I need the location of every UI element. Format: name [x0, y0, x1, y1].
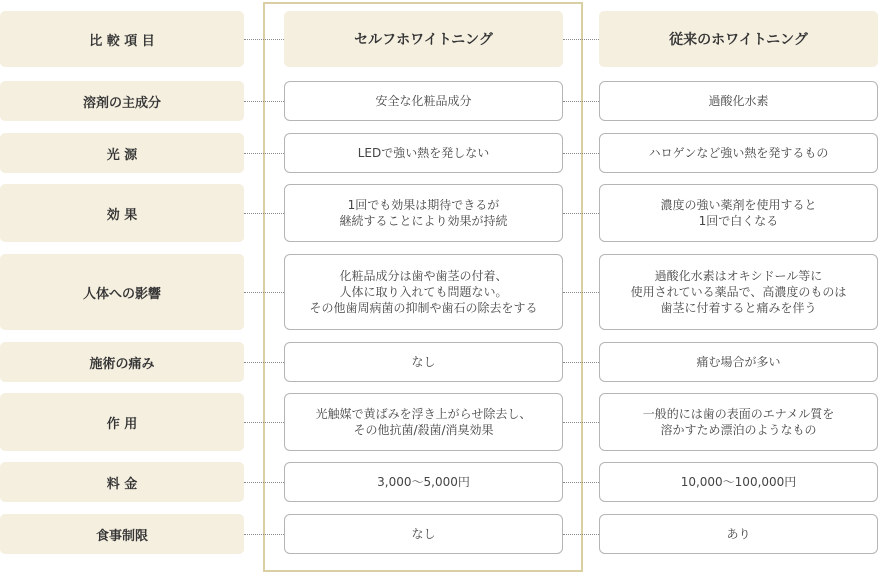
row-label: 人体への影響	[0, 254, 244, 330]
row-label: 施術の痛み	[0, 342, 244, 382]
row-connector	[244, 292, 284, 293]
row-connector	[244, 362, 284, 363]
row-connector	[244, 101, 284, 102]
header-item-label: 比 較 項 目	[0, 11, 244, 67]
row-connector	[563, 39, 599, 40]
conventional-cell: 過酸化水素はオキシドール等に 使用されている薬品で、高濃度のものは 歯茎に付着すると痛みを伴う	[599, 254, 878, 330]
row-connector	[244, 153, 284, 154]
header-self-whitening: セルフホワイトニング	[284, 11, 563, 67]
self-cell: なし	[284, 342, 563, 382]
self-cell: LEDで強い熱を発しない	[284, 133, 563, 173]
row-label: 食事制限	[0, 514, 244, 554]
self-cell: 1回でも効果は期待できるが 継続することにより効果が持続	[284, 184, 563, 242]
conventional-cell: 過酸化水素	[599, 81, 878, 121]
conventional-cell: 一般的には歯の表面のエナメル質を 溶かすため漂泊のようなもの	[599, 393, 878, 451]
row-connector	[563, 213, 599, 214]
row-label: 溶剤の主成分	[0, 81, 244, 121]
conventional-cell: あり	[599, 514, 878, 554]
row-connector	[244, 534, 284, 535]
row-connector	[244, 39, 284, 40]
row-connector	[563, 153, 599, 154]
row-connector	[244, 482, 284, 483]
self-cell: 安全な化粧品成分	[284, 81, 563, 121]
row-label: 作 用	[0, 393, 244, 451]
conventional-cell: 10,000～100,000円	[599, 462, 878, 502]
conventional-cell: 痛む場合が多い	[599, 342, 878, 382]
row-label: 料 金	[0, 462, 244, 502]
conventional-cell: ハロゲンなど強い熱を発するもの	[599, 133, 878, 173]
row-connector	[244, 422, 284, 423]
self-cell: 3,000～5,000円	[284, 462, 563, 502]
row-connector	[563, 292, 599, 293]
row-connector	[563, 422, 599, 423]
row-label: 効 果	[0, 184, 244, 242]
header-conventional-whitening: 従来のホワイトニング	[599, 11, 878, 67]
conventional-cell: 濃度の強い薬剤を使用すると 1回で白くなる	[599, 184, 878, 242]
self-cell: 化粧品成分は歯や歯茎の付着、 人体に取り入れても問題ない。 その他歯周病菌の抑制や歯石の除去をする	[284, 254, 563, 330]
self-cell: 光触媒で黄ばみを浮き上がらせ除去し、 その他抗菌/殺菌/消臭効果	[284, 393, 563, 451]
row-connector	[563, 101, 599, 102]
row-connector	[563, 362, 599, 363]
row-label: 光 源	[0, 133, 244, 173]
row-connector	[244, 213, 284, 214]
self-cell: なし	[284, 514, 563, 554]
row-connector	[563, 482, 599, 483]
row-connector	[563, 534, 599, 535]
